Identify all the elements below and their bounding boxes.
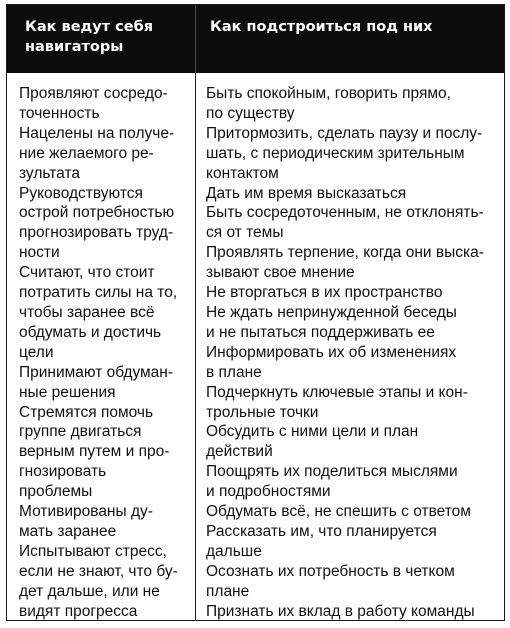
header-adaptation: Как подстроиться под них	[210, 19, 433, 35]
behavior-item: Принимают обдуман- ные решения	[19, 363, 174, 401]
header-behavior: Как ведут себя навигаторы	[25, 19, 154, 55]
behavior-item: Мотивированы ду- мать заранее	[19, 503, 153, 540]
adaptation-item: Не вторгаться в их пространство	[206, 284, 443, 302]
adaptation-item: Дать им время высказаться	[206, 184, 407, 202]
adaptation-item: Проявлять терпение, когда они выска- зывают свое мнение	[206, 244, 484, 282]
header-divider	[195, 5, 196, 73]
behavior-item: Считают, что стоит потратить силы на то, чтобы заранее всё обдумать и достичь цели	[19, 264, 178, 361]
adaptation-item: Не ждать непринужденной беседы и не пытаться поддерживать ее	[206, 303, 457, 341]
adaptation-item: Обсудить с ними цели и план действий	[206, 423, 419, 461]
behavior-item: Проявляют сосредо- точенность	[19, 85, 168, 122]
adaptation-item: Поощрять их поделиться мыслями и подробностями	[206, 463, 458, 501]
behavior-item: Нацелены на получе- ние желаемого ре- зультата	[19, 124, 175, 182]
adaptation-item: Осознать их потребность в четком плане	[206, 562, 455, 600]
adaptation-item: Обдумать всё, не спешить с ответом	[206, 503, 471, 521]
adaptation-column	[206, 84, 501, 621]
adaptation-item: Информировать их об изменениях в плане	[206, 343, 457, 381]
adaptation-item: Подчеркнуть ключевые этапы и кон- трольные точки	[206, 383, 468, 421]
behavior-item: Стремятся помочь группе двигаться верным путем и про- гнозировать проблемы	[19, 403, 170, 501]
adaptation-item: Рассказать им, что планируется дальше	[206, 522, 437, 560]
comparison-table	[6, 4, 505, 621]
adaptation-item: Быть сосредоточенным, не отклонять- ся от темы	[206, 204, 484, 242]
behavior-item: Испытывают стресс, если не знают, что бу- дет дальше, или не видят прогресса	[19, 542, 178, 620]
adaptation-item: Быть спокойным, говорить прямо, по существу	[206, 85, 451, 122]
adaptation-item: Признать их вклад в работу команды	[206, 602, 475, 620]
behavior-column	[19, 84, 191, 621]
adaptation-item: Притормозить, сделать паузу и послу- шать, с периодическим зрительным контактом	[206, 124, 483, 182]
column-divider	[195, 5, 196, 620]
table-header	[7, 5, 504, 73]
behavior-item: Руководствуются острой потребностью прогнозировать труд- ности	[19, 184, 175, 262]
